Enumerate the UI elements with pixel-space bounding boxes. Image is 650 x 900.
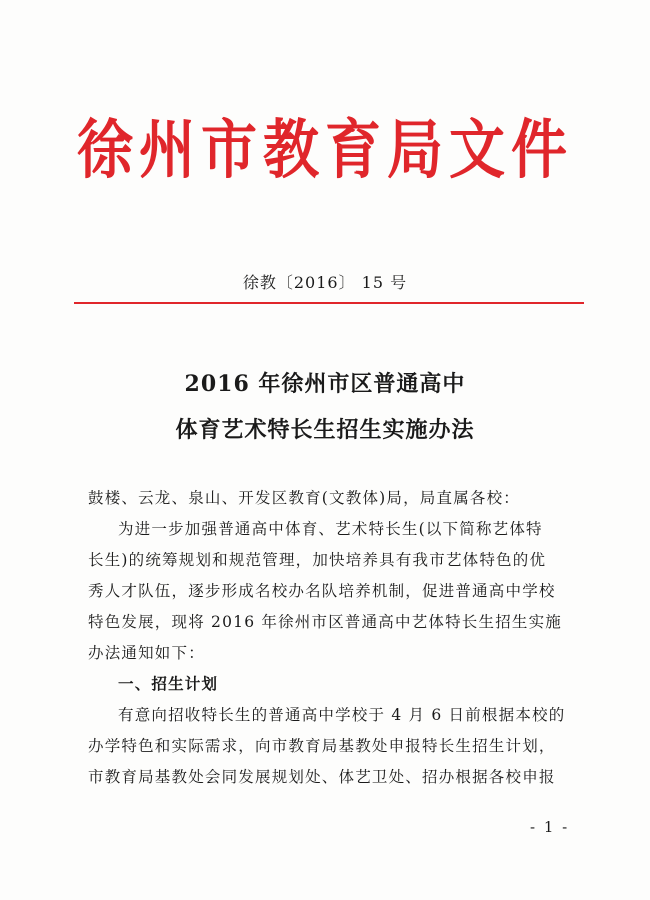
addressee-line: 鼓楼、云龙、泉山、开发区教育(文教体)局，局直属各校： bbox=[88, 489, 520, 507]
paragraph-1-line: 长生)的统筹规划和规范管理，加快培养具有我市艺体特色的优 bbox=[88, 551, 547, 569]
masthead-title: 徐州市教育局文件 bbox=[77, 112, 573, 188]
paragraph-1-line: 办法通知如下： bbox=[88, 644, 205, 662]
section-heading: 一、招生计划 bbox=[118, 675, 219, 693]
paragraph-2-line: 市教育局基教处会同发展规划处、体艺卫处、招办根据各校申报 bbox=[88, 768, 556, 786]
paragraph-1-line: 特色发展，现将 2016 年徐州市区普通高中艺体特长生招生实施 bbox=[88, 613, 563, 631]
paragraph-2-line: 办学特色和实际需求，向市教育局基教处申报特长生招生计划， bbox=[88, 737, 556, 755]
paragraph-1-line: 秀人才队伍，逐步形成名校办名队培养机制，促进普通高中学校 bbox=[88, 582, 556, 600]
paragraph-2-line: 有意向招收特长生的普通高中学校于 4 月 6 日前根据本校的 bbox=[118, 706, 566, 724]
document-title-line-1: 2016 年徐州市区普通高中 bbox=[184, 371, 466, 397]
page-number: - 1 - bbox=[530, 818, 570, 836]
document-title-line-2: 体育艺术特长生招生实施办法 bbox=[175, 417, 475, 443]
document-number: 徐教〔2016〕 15 号 bbox=[242, 273, 408, 292]
red-divider-line bbox=[74, 302, 584, 304]
paragraph-1-line: 为进一步加强普通高中体育、艺术特长生(以下简称艺体特 bbox=[118, 520, 543, 538]
